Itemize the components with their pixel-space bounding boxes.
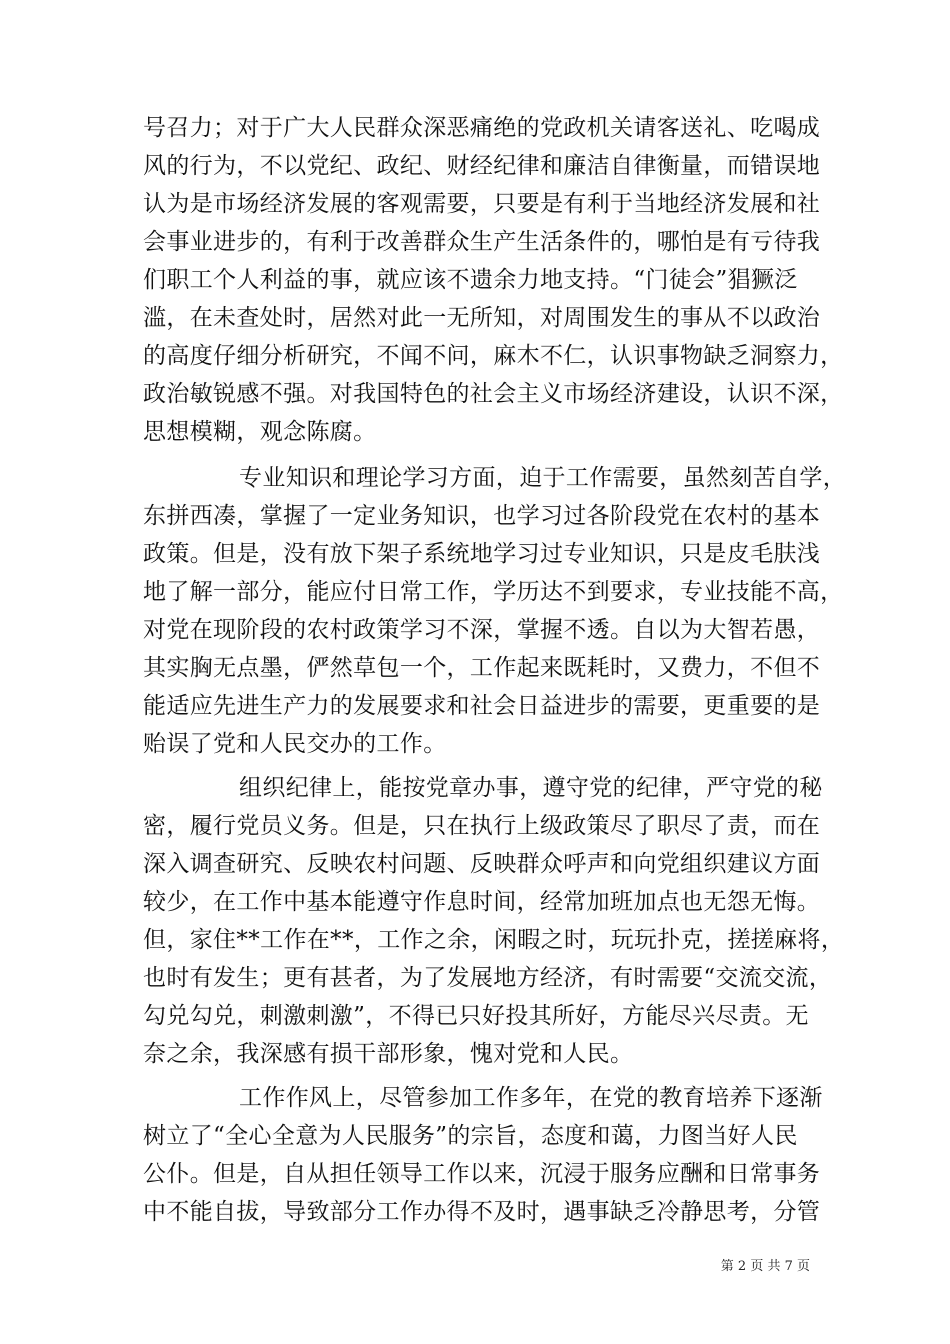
- text-line: 但，家住**工作在**，工作之余，闲暇之时，玩玩扑克，搓搓麻将，: [143, 927, 845, 953]
- text-line: 能适应先进生产力的发展要求和社会日益进步的需要，更重要的是: [143, 693, 821, 719]
- text-line: 中不能自拔，导致部分工作办得不及时，遇事缺乏冷静思考，分管: [143, 1199, 821, 1225]
- text-line: 较少，在工作中基本能遵守作息时间，经常加班加点也无怨无悔。: [143, 889, 821, 915]
- text-line: 的高度仔细分析研究，不闻不问，麻木不仁，认识事物缺乏洞察力，: [143, 343, 844, 369]
- text-line: 东拼西凑，掌握了一定业务知识，也学习过各阶段党在农村的基本: [143, 503, 821, 529]
- text-line: 密，履行党员义务。但是，只在执行上级政策尽了职尽了责，而在: [143, 813, 821, 839]
- text-line: 地了解一部分，能应付日常工作，学历达不到要求，专业技能不高，: [143, 579, 844, 605]
- text-line: 其实胸无点墨，俨然草包一个，工作起来既耗时，又费力，不但不: [143, 655, 821, 681]
- text-line: 滥，在未查处时，居然对此一无所知，对周围发生的事从不以政治: [143, 305, 821, 331]
- text-line: 树立了“全心全意为人民服务”的宗旨，态度和蔼，力图当好人民: [143, 1123, 798, 1149]
- paragraph-first-line: 工作作风上，尽管参加工作多年，在党的教育培养下逐渐: [239, 1085, 823, 1111]
- text-line: 风的行为，不以党纪、政纪、财经纪律和廉洁自律衡量，而错误地: [143, 153, 821, 179]
- text-line: 政治敏锐感不强。对我国特色的社会主义市场经济建设，认识不深，: [143, 381, 844, 407]
- page-number: 第 2 页 共 7 页: [720, 1259, 810, 1274]
- paragraph-first-line: 专业知识和理论学习方面，迫于工作需要，虽然刻苦自学，: [239, 465, 847, 491]
- text-line: 认为是市场经济发展的客观需要，只要是有利于当地经济发展和社: [143, 191, 821, 217]
- text-line: 勾兑勾兑，刺激刺激”，不得已只好投其所好，方能尽兴尽责。无: [143, 1003, 809, 1029]
- text-line: 们职工个人利益的事，就应该不遗余力地支持。“门徒会”猖獗泛: [143, 267, 798, 293]
- text-line: 会事业进步的，有利于改善群众生产生活条件的，哪怕是有亏待我: [143, 229, 821, 255]
- text-line: 也时有发生；更有甚者，为了发展地方经济，有时需要“交流交流，: [143, 965, 833, 991]
- text-line: 对党在现阶段的农村政策学习不深，掌握不透。自以为大智若愚，: [143, 617, 821, 643]
- text-line: 奈之余，我深感有损干部形象，愧对党和人民。: [143, 1041, 634, 1067]
- text-line: 深入调查研究、反映农村问题、反映群众呼声和向党组织建议方面: [143, 851, 821, 877]
- text-line: 公仆。但是，自从担任领导工作以来，沉浸于服务应酬和日常事务: [143, 1161, 821, 1187]
- text-line: 政策。但是，没有放下架子系统地学习过专业知识，只是皮毛肤浅: [143, 541, 821, 567]
- paragraph-first-line: 组织纪律上，能按党章办事，遵守党的纪律，严守党的秘: [239, 775, 823, 801]
- text-line: 贻误了党和人民交办的工作。: [143, 731, 447, 757]
- text-line: 思想模糊，观念陈腐。: [143, 419, 377, 445]
- text-line: 号召力；对于广大人民群众深恶痛绝的党政机关请客送礼、吃喝成: [143, 115, 821, 141]
